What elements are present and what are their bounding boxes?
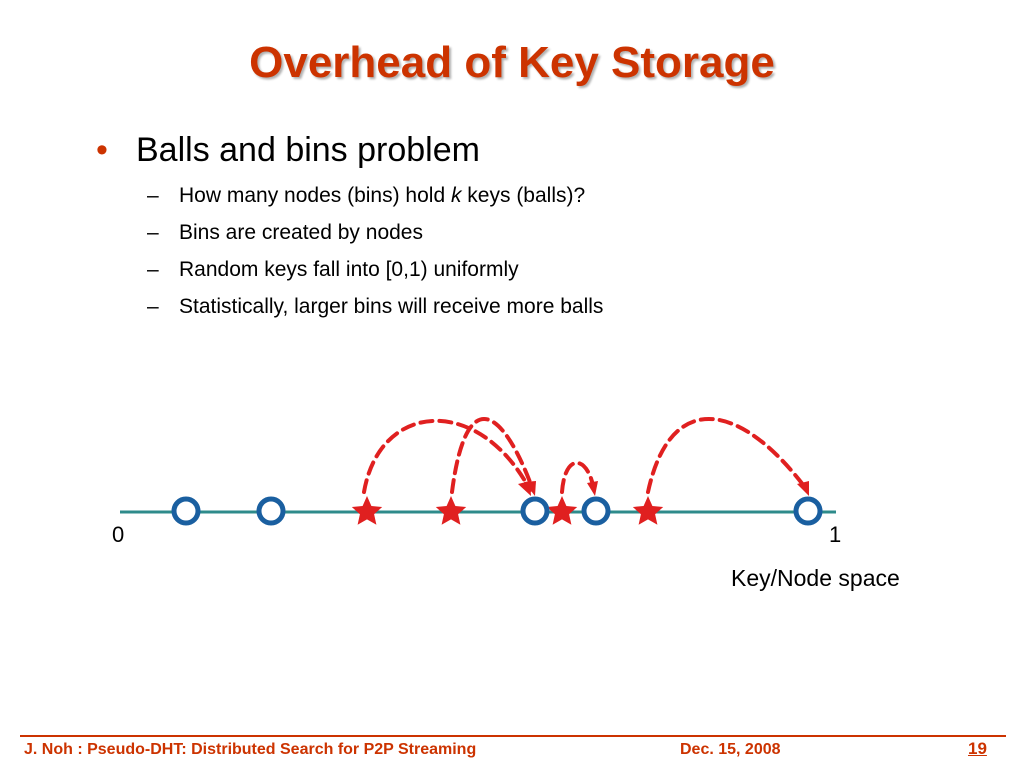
sub-bullet-text: keys (balls)? [461, 184, 586, 207]
arrowhead [587, 481, 598, 496]
dash-marker: – [147, 258, 159, 281]
arrow-key1-to-node3 [364, 421, 530, 492]
arrowhead [797, 481, 809, 496]
dash-marker: – [147, 184, 159, 207]
sub-bullet-text: How many nodes (bins) hold [179, 184, 451, 207]
axis-start-label: 0 [112, 522, 125, 547]
key-star [436, 496, 466, 525]
slide-title: Overhead of Key Storage [249, 38, 775, 87]
keys-balls [352, 496, 663, 525]
sub-bullet-text: Bins are created by nodes [179, 221, 423, 244]
sub-bullet-text: Random keys fall into [0,1) uniformly [179, 258, 519, 281]
key-assignment-arrows [364, 419, 807, 492]
key-star [547, 496, 577, 525]
node-circle [174, 499, 198, 523]
sub-bullet-text: Statistically, larger bins will receive more balls [179, 295, 604, 318]
dash-marker: – [147, 295, 159, 318]
node-circle [796, 499, 820, 523]
arrow-key2-to-node3 [452, 419, 533, 492]
footer-divider [20, 735, 1006, 737]
page-number: 19 [968, 739, 987, 758]
node-circle [259, 499, 283, 523]
dash-marker: – [147, 221, 159, 244]
node-circle [584, 499, 608, 523]
arrow-key4-to-node5 [648, 419, 807, 492]
key-star [352, 496, 382, 525]
footer-title: J. Noh : Pseudo-DHT: Distributed Search for P2P Streaming [24, 741, 477, 758]
node-circle [523, 499, 547, 523]
key-node-space-label: Key/Node space [731, 565, 900, 591]
footer-date: Dec. 15, 2008 [680, 741, 781, 758]
arrow-key3-to-node4 [562, 463, 594, 492]
axis-end-label: 1 [829, 522, 842, 547]
key-star [633, 496, 663, 525]
main-bullet-text: Balls and bins problem [136, 131, 480, 169]
sub-bullet-italic: k [450, 184, 462, 207]
bullet-marker: • [96, 131, 108, 169]
